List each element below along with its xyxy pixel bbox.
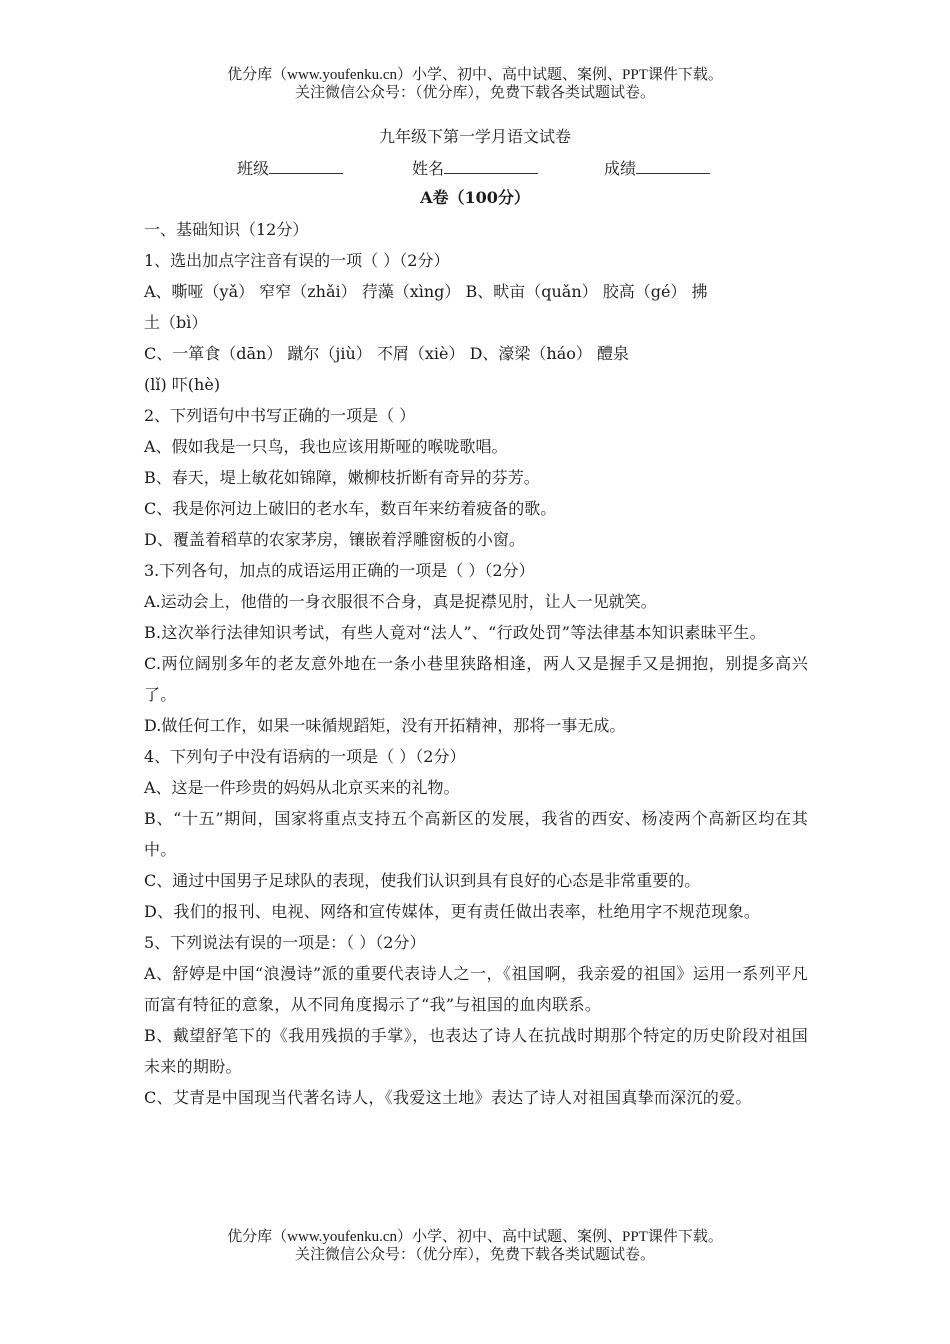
- question-2-option-b: B、春天，堤上敏花如锦障，嫩柳枝折断有奇异的芬芳。: [144, 468, 540, 487]
- question-2-option-d: D、覆盖着稻草的农家茅房，镶嵌着浮雕窗板的小窗。: [144, 530, 525, 549]
- student-info-row: [0, 157, 950, 179]
- document-title: 九年级下第一学月语文试卷: [378, 127, 571, 146]
- question-4-option-b: B、“十五”期间，国家将重点支持五个高新区的发展，我省的西安、杨凌两个高新区均在其中。: [144, 809, 808, 859]
- question-1-options-ab-continued: 土（bì）: [144, 313, 208, 332]
- name-field: [412, 157, 538, 180]
- class-blank: [269, 157, 343, 174]
- question-1-options-cd-continued: (lǐ) 吓(hè): [144, 375, 221, 394]
- question-5-option-c: C、艾青是中国现当代著名诗人，《我爱这土地》表达了诗人对祖国真挚而深沉的爱。: [144, 1088, 752, 1107]
- question-3-option-a: A.运动会上，他借的一身衣服很不合身，真是捉襟见肘，让人一见就笑。: [144, 592, 657, 611]
- question-3-option-d: D.做任何工作，如果一味循规蹈矩，没有开拓精神，那将一事无成。: [144, 716, 626, 735]
- footer-line-2: 关注微信公众号：（优分库），免费下载各类试题试卷。: [294, 1247, 655, 1263]
- exam-content: [144, 214, 808, 1113]
- question-4-option-a: A、这是一件珍贵的妈妈从北京买来的礼物。: [144, 778, 460, 797]
- question-5-stem: 5、下列说法有误的一项是：（ ）（2分）: [144, 933, 426, 952]
- score-blank: [636, 157, 710, 174]
- question-4-option-c: C、通过中国男子足球队的表现，使我们认识到具有良好的心态是非常重要的。: [144, 871, 701, 890]
- question-5-option-a: A、舒婷是中国“浪漫诗”派的重要代表诗人之一，《祖国啊，我亲爱的祖国》运用一系列平凡而富有特征的意象，从不同角度揭示了“我”与祖国的血肉联系。: [144, 964, 808, 1014]
- score-field: [604, 157, 710, 180]
- question-3-stem: 3.下列各句，加点的成语运用正确的一项是（ ）（2分）: [144, 561, 535, 580]
- question-5-option-b: B、戴望舒笔下的《我用残损的手掌》，也表达了诗人在抗战时期那个特定的历史阶段对祖国未来的期盼。: [144, 1026, 808, 1076]
- question-4-option-d: D、我们的报刊、电视、网络和宣传媒体，更有责任做出表率，杜绝用字不规范现象。: [144, 902, 761, 921]
- question-1-stem: 1、选出加点字注音有误的一项（ ）（2分）: [144, 251, 450, 270]
- question-2-stem: 2、下列语句中书写正确的一项是（ ）: [144, 406, 416, 425]
- page-footer: [0, 1228, 950, 1264]
- section-a-heading: A卷（100分）: [420, 188, 530, 207]
- question-2-option-c: C、我是你河边上破旧的老水车，数百年来纺着疲备的歌。: [144, 499, 557, 518]
- question-1-options-cd: C、一箪食（dān） 蹴尔（jiù） 不屑（xiè） D、濠梁（háo） 醴泉: [144, 344, 629, 363]
- class-field: [237, 157, 343, 180]
- question-2-option-a: A、假如我是一只鸟，我也应该用斯哑的喉咙歌唱。: [144, 437, 508, 456]
- name-blank: [444, 157, 538, 174]
- score-label: 成绩: [604, 159, 637, 178]
- question-3-option-b: B.这次举行法律知识考试，有些人竟对“法人”、“行政处罚”等法律基本知识素昧平生。: [144, 623, 766, 642]
- question-3-option-c: C.两位阔别多年的老友意外地在一条小巷里狭路相逢，两人又是握手又是拥抱，别提多高兴了。: [144, 654, 808, 704]
- question-1-options-ab: A、嘶哑（yǎ） 窄窄（zhǎi） 荇藻（xìng） B、畎亩（quǎn） 胶高（gé） 拂: [144, 282, 708, 301]
- part-heading: 一、基础知识（12分）: [144, 220, 309, 239]
- header-line-2: 关注微信公众号：（优分库），免费下载各类试题试卷。: [294, 85, 655, 101]
- header-line-1: 优分库（www.youfenku.cn）小学、初中、高中试题、案例、PPT课件下载。: [227, 67, 723, 83]
- class-label: 班级: [237, 159, 270, 178]
- name-label: 姓名: [412, 159, 445, 178]
- footer-line-1: 优分库（www.youfenku.cn）小学、初中、高中试题、案例、PPT课件下载。: [227, 1229, 723, 1245]
- page-header: [0, 66, 950, 102]
- question-4-stem: 4、下列句子中没有语病的一项是（ ）（2分）: [144, 747, 466, 766]
